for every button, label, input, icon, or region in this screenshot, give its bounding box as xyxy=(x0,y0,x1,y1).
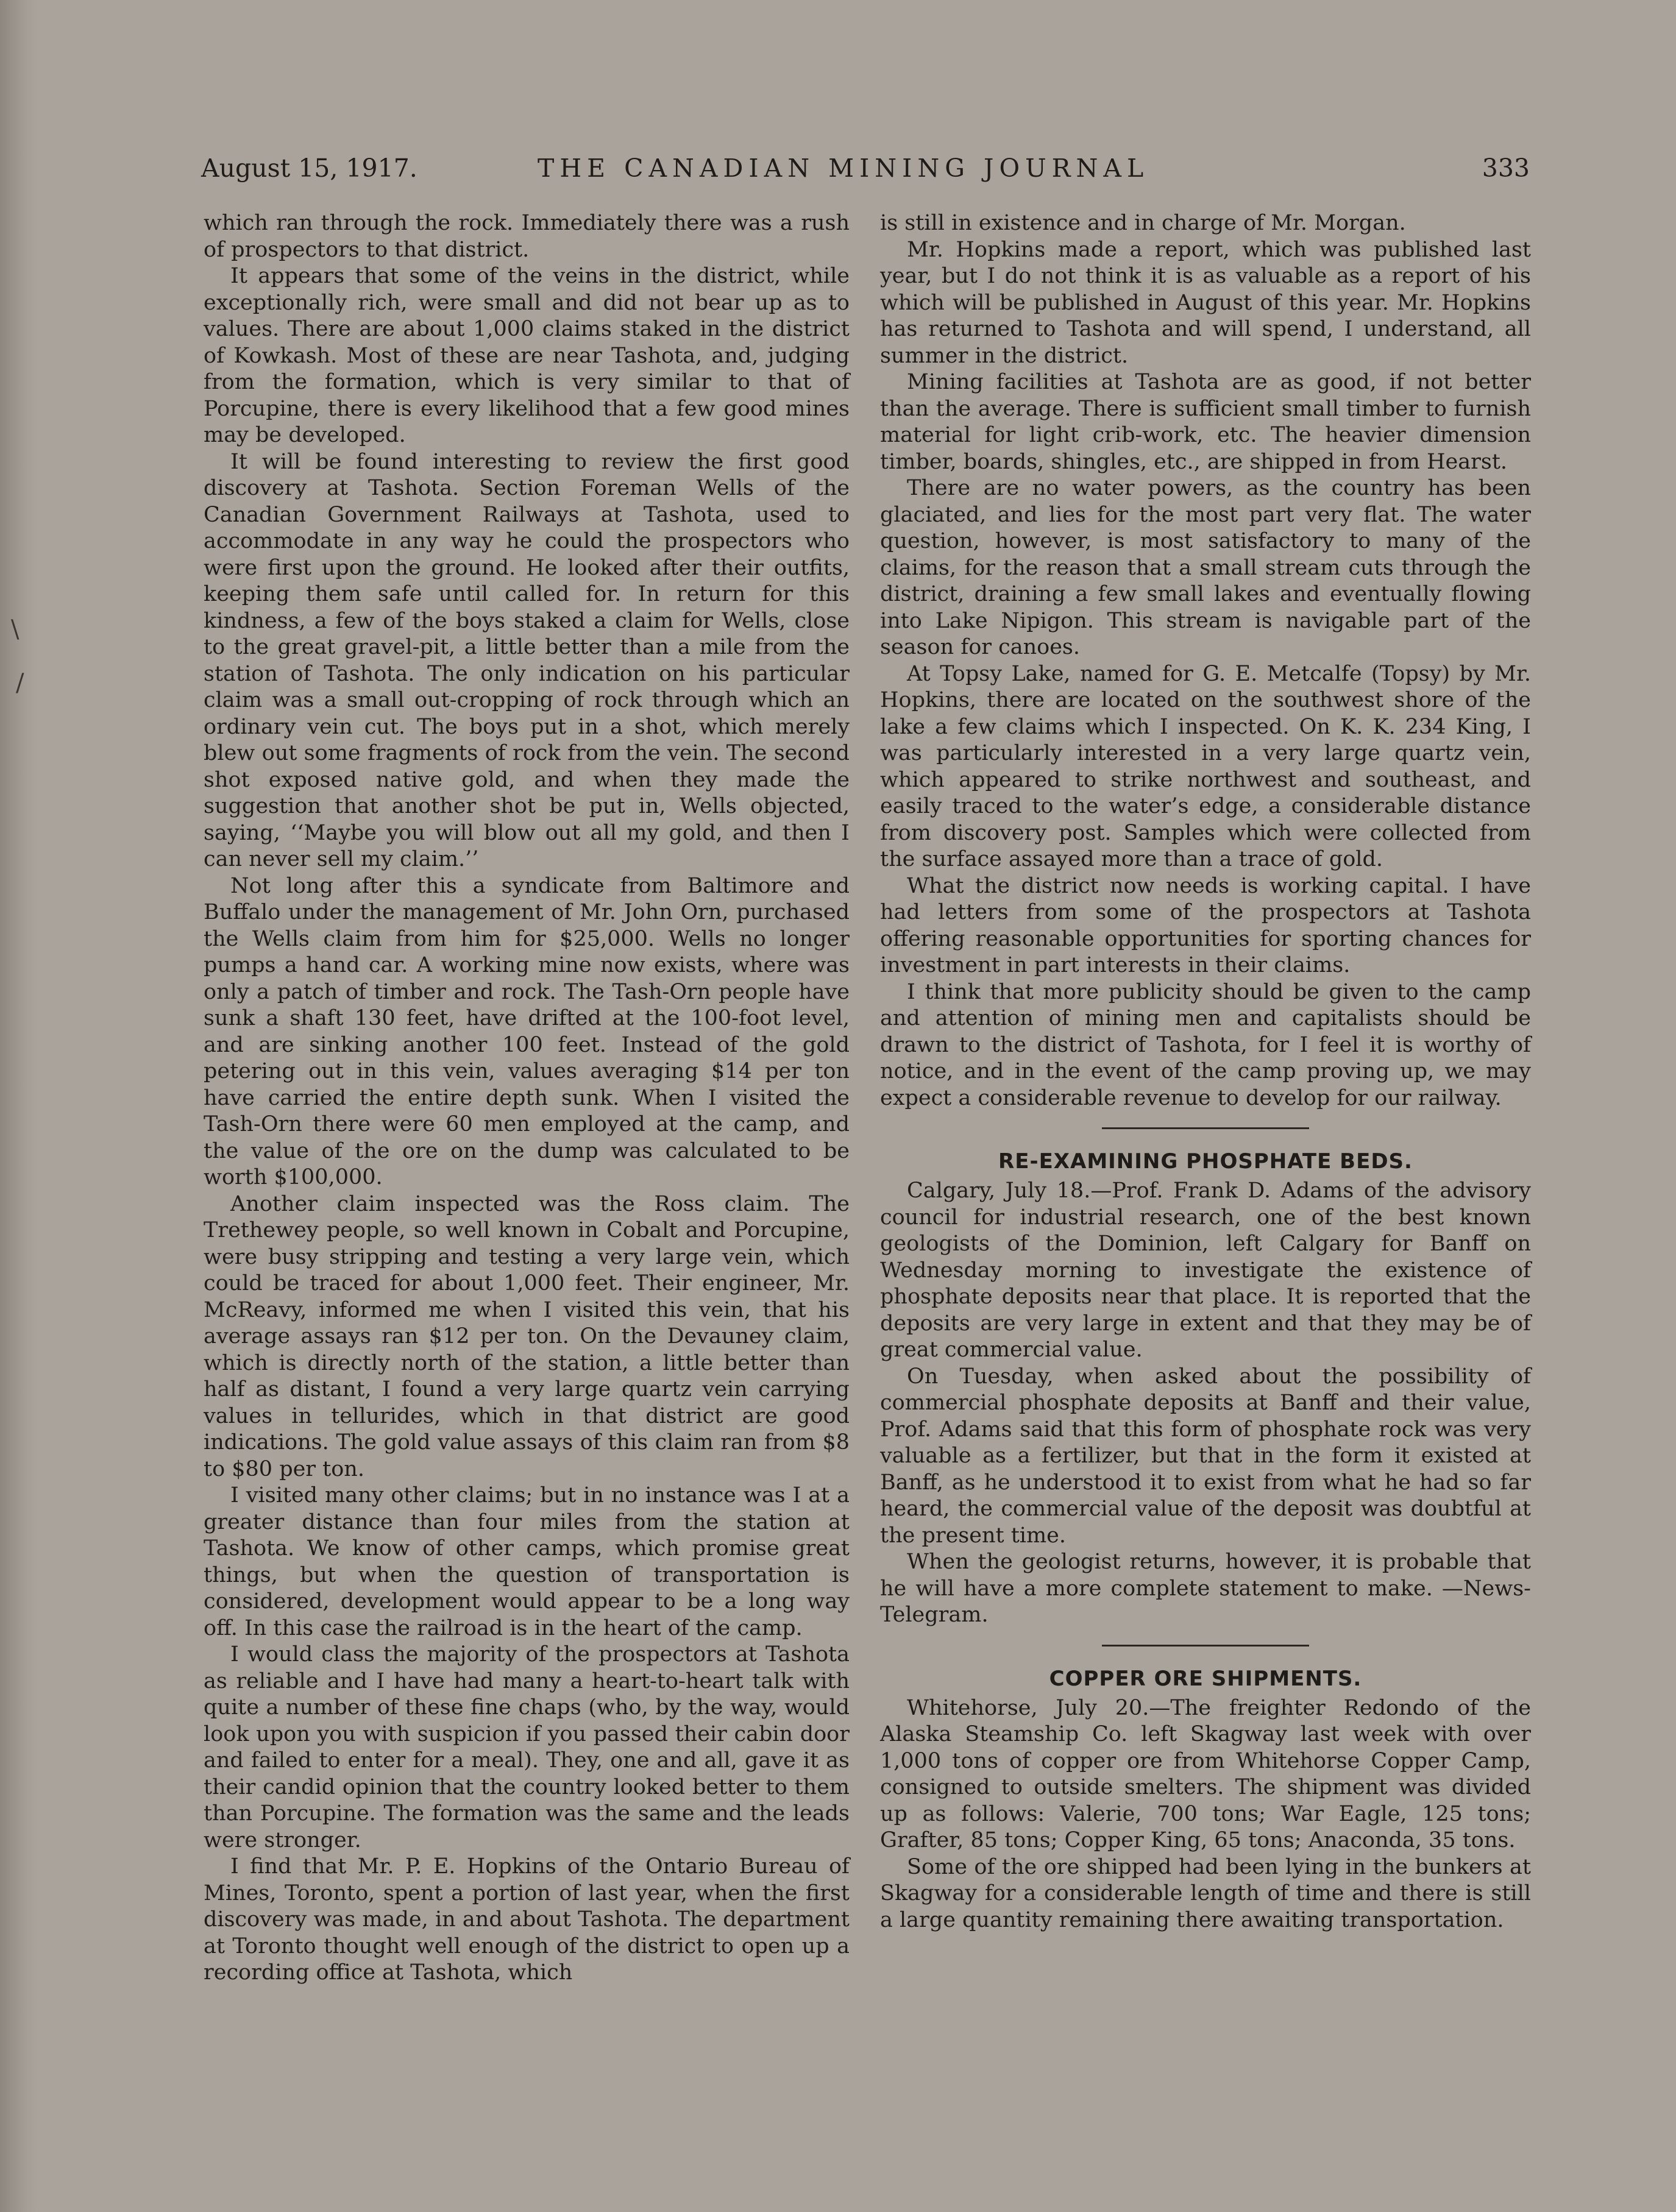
article-heading: COPPER ORE SHIPMENTS. xyxy=(1049,1666,1362,1691)
paragraph: is still in existence and in charge of Mr. Morgan. xyxy=(880,211,1406,235)
paragraph: Another claim inspected was the Ross claim. The Trethewey people, so well known in Cobalt and Porcupine, were busy stripping and testing a very large vein, which could be traced for about 1,000 feet. Their engineer, Mr. McReavy, informed me when I visited this vein, that his average assays ran $12 per ton. On the Devauney claim, which is directly north of the station, a little better than half as distant, I found a very large quartz vein carrying values in tellurides, which in that district are good indications. The gold value assays of this claim ran from $8 to $80 per ton. xyxy=(204,1191,850,1481)
issue-date: August 15, 1917. xyxy=(201,154,417,183)
paragraph: I find that Mr. P. E. Hopkins of the Ontario Bureau of Mines, Toronto, spent a portion of last year, when the first discovery was made, in and about Tashota. The department at Toronto thought well enough of the district to open up a recording office at Tashota, which xyxy=(204,1854,850,1985)
paragraph: I visited many other claims; but in no instance was I at a greater distance than four miles from the station at Tashota. We know of other camps, which promise great things, but when the question of transportation is considered, development would appear to be a long way off. In this case the railroad is in the heart of the camp. xyxy=(204,1483,850,1640)
paragraph: What the district now needs is working capital. I have had letters from some of the prospectors at Tashota offering reasonable opportunities for sporting chances for investment in part interests in their claims. xyxy=(880,873,1531,977)
margin-pencil-mark: \ xyxy=(11,615,20,643)
left-column xyxy=(204,210,850,1987)
paragraph: I would class the majority of the prospectors at Tashota as reliable and I have had many a heart-to-heart talk with quite a number of these fine chaps (who, by the way, would look upon you with suspicion if you passed their cabin door and failed to enter for a meal). They, one and all, gave it as their candid opinion that the country looked better to them than Porcupine. The formation was the same and the leads were stronger. xyxy=(204,1642,850,1852)
paragraph: Not long after this a syndicate from Baltimore and Buffalo under the management of Mr. John Orn, purchased the Wells claim from him for $25,000. Wells no longer pumps a hand car. A working mine now exists, where was only a patch of timber and rock. The Tash-Orn people have sunk a shaft 130 feet, have drifted at the 100-foot level, and are sinking another 100 feet. Instead of the gold petering out in this vein, values averaging $14 per ton have carried the entire depth sunk. When I visited the Tash-Orn there were 60 men employed at the camp, and the value of the ore on the dump was calculated to be worth $100,000. xyxy=(204,873,850,1189)
section-divider xyxy=(1102,1645,1309,1647)
paragraph: Calgary, July 18.—Prof. Frank D. Adams of the advisory council for industrial research, one of the best known geologists of the Dominion, left Calgary for Banff on Wednesday morning to investigate the existence of phosphate deposits near that place. It is reported that the deposits are very large in extent and that they may be of great commercial value. xyxy=(880,1179,1531,1362)
paragraph: Mining facilities at Tashota are as good, if not better than the average. There is sufficient small timber to furnish material for light crib-work, etc. The heavier dimension timber, boards, shingles, etc., are shipped in from Hearst. xyxy=(880,370,1531,474)
paragraph: When the geologist returns, however, it is probable that he will have a more complete statement to make. —News-Telegram. xyxy=(880,1550,1531,1627)
right-column xyxy=(880,210,1531,1934)
paragraph: Some of the ore shipped had been lying in the bunkers at Skagway for a considerable length of time and there is still a large quantity remaining there awaiting transportation. xyxy=(880,1854,1531,1932)
paragraph: Mr. Hopkins made a report, which was published last year, but I do not think it is as valuable as a report of his which will be published in August of this year. Mr. Hopkins has returned to Tashota and will spend, I understand, all summer in the district. xyxy=(880,237,1531,368)
section-divider xyxy=(1102,1127,1309,1129)
page-number: 333 xyxy=(1482,154,1530,183)
article-heading: RE-EXAMINING PHOSPHATE BEDS. xyxy=(998,1149,1413,1174)
paragraph: It appears that some of the veins in the district, while exceptionally rich, were small and did not bear up as to values. There are about 1,000 claims staked in the district of Kowkash. Most of these are near Tashota, and, judging from the formation, which is very similar to that of Porcupine, there is every likelihood that a few good mines may be developed. xyxy=(204,264,850,447)
paragraph: There are no water powers, as the country has been glaciated, and lies for the most part very flat. The water question, however, is most satisfactory to many of the claims, for the reason that a small stream cuts through the district, draining a few small lakes and eventually flowing into Lake Nipigon. This stream is navigable part of the season for canoes. xyxy=(880,476,1531,659)
paragraph: It will be found interesting to review the first good discovery at Tashota. Section Foreman Wells of the Canadian Government Railways at Tashota, used to accommodate in any way he could the prospectors who were first upon the ground. He looked after their outfits, keeping them safe until called for. In return for this kindness, a few of the boys staked a claim for Wells, close to the great gravel-pit, a little better than a mile from the station of Tashota. The only indication on his particular claim was a small out-cropping of rock through which an ordinary vein cut. The boys put in a shot, which merely blew out some fragments of rock from the vein. The second shot exposed native gold, and when they made the suggestion that another shot be put in, Wells objected, saying, ‘‘Maybe you will blow out all my gold, and then I can never sell my claim.’’ xyxy=(204,449,850,871)
page-binding-edge xyxy=(0,0,37,2212)
paragraph: On Tuesday, when asked about the possibility of commercial phosphate deposits at Banff and their value, Prof. Adams said that this form of phosphate rock was very valuable as a fertilizer, but that in the form it existed at Banff, as he understood it to exist from what he had so far heard, the commercial value of the deposit was doubtful at the present time. xyxy=(880,1364,1531,1548)
page-header xyxy=(201,154,1530,190)
journal-title: THE CANADIAN MINING JOURNAL xyxy=(538,154,1149,183)
paragraph: Whitehorse, July 20.—The freighter Redondo of the Alaska Steamship Co. left Skagway last week with over 1,000 tons of copper ore from Whitehorse Copper Camp, consigned to outside smelters. The shipment was divided up as follows: Valerie, 700 tons; War Eagle, 125 tons; Grafter, 85 tons; Copper King, 65 tons; Anaconda, 35 tons. xyxy=(880,1695,1531,1852)
margin-pencil-mark: / xyxy=(16,669,24,697)
paragraph: I think that more publicity should be given to the camp and attention of mining men and capitalists should be drawn to the district of Tashota, for I feel it is worthy of notice, and in the event of the camp proving up, we may expect a considerable revenue to develop for our railway. xyxy=(880,979,1531,1110)
paragraph: which ran through the rock. Immediately there was a rush of prospectors to that district. xyxy=(204,211,850,262)
paragraph: At Topsy Lake, named for G. E. Metcalfe (Topsy) by Mr. Hopkins, there are located on the southwest shore of the lake a few claims which I inspected. On K. K. 234 King, I was particularly interested in a very large quartz vein, which appeared to strike northwest and southeast, and easily traced to the water’s edge, a considerable distance from discovery post. Samples which were collected from the surface assayed more than a trace of gold. xyxy=(880,661,1531,871)
